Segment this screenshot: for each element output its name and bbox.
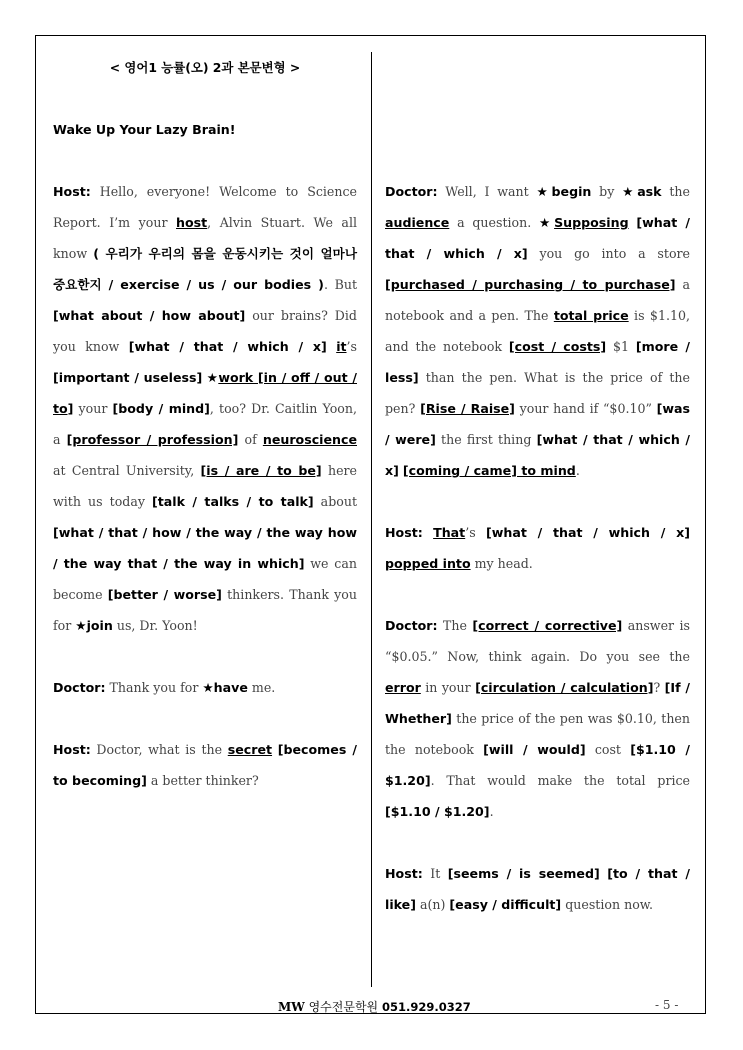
speaker-label: Host: — [385, 525, 423, 540]
underlined-term: [coming / came] to mind — [402, 463, 576, 478]
bracket-choice: [what / that / which / x] — [385, 215, 690, 261]
bracket-choice: [becomes / to becoming] — [53, 742, 357, 788]
bracket-choice: [seems / is seemed] — [447, 866, 600, 881]
bracket-choice: [body / mind] — [112, 401, 210, 416]
body-text: a question. — [449, 215, 540, 230]
body-text: than the pen. What is the price of the pen? — [385, 370, 690, 416]
bracket-choice: ★ask — [622, 184, 662, 199]
body-text: your — [73, 401, 113, 416]
speaker-label: Doctor: — [385, 184, 438, 199]
bracket-choice: ( 우리가 우리의 몸을 운동시키는 것이 얼마나 중요한지 / exercise / us / our bodies ) — [53, 246, 358, 292]
bracket-choice: ★have — [202, 680, 248, 695]
underlined-term: [circulation / calculation] — [475, 680, 654, 695]
body-text: question now. — [561, 897, 654, 912]
bracket-choice: [better / worse] — [107, 587, 222, 602]
body-text: in your — [420, 680, 476, 695]
bracket-choice: [$1.10 / $1.20] — [385, 742, 690, 788]
bracket-choice: [more / less] — [385, 339, 690, 385]
body-text: of — [238, 432, 263, 447]
body-text: . That would make the total price — [430, 773, 690, 788]
body-text: answer is “$0.05.” Now, think again. Do you see the — [385, 618, 690, 664]
bracket-choice: [$1.10 / $1.20] — [385, 804, 490, 819]
host-question-paragraph — [53, 734, 357, 796]
lesson-subtitle: Wake Up Your Lazy Brain! — [53, 122, 236, 137]
footer — [0, 998, 743, 1018]
footer-phone: 051.929.0327 — [381, 1000, 471, 1014]
body-text: my head. — [470, 556, 533, 571]
underlined-term: it — [336, 339, 347, 354]
bracket-choice: [was / were] — [385, 401, 691, 447]
bracket-choice: [If / Whether] — [385, 680, 690, 726]
body-text: the first thing — [435, 432, 537, 447]
left-column — [53, 52, 357, 796]
bracket-choice: [what / that / which / x] — [128, 339, 327, 354]
footer-brand: MW — [278, 1000, 305, 1014]
bracket-choice: [to / that / like] — [385, 866, 690, 912]
underlined-term: work [in / off / out / to] — [53, 370, 357, 416]
underlined-term: Supposing — [554, 215, 629, 230]
body-text: Hello, everyone! Welcome to Science Report. I’m your — [53, 184, 357, 230]
body-text: at Central University, — [53, 463, 201, 478]
underlined-term: [Rise / Raise] — [420, 401, 515, 416]
body-text: us, Dr. Yoon! — [112, 618, 198, 633]
bracket-choice: [what / that / which / x] — [385, 432, 690, 478]
bracket-choice: ★ — [206, 370, 219, 385]
speaker-label: Host: — [385, 866, 423, 881]
page-title: < 영어1 능률(오) 2과 본문변형 > — [109, 60, 301, 75]
underlined-term: host — [176, 215, 208, 230]
body-text: thinkers. Thank you for — [53, 587, 357, 633]
footer-academy-name: 영수전문학원 — [308, 1000, 379, 1014]
body-text: , too? Dr. Caitlin Yoon, a — [53, 401, 357, 447]
body-text: your hand if “$0.10” — [514, 401, 657, 416]
body-text: me. — [247, 680, 276, 695]
body-text: The — [437, 618, 473, 633]
doctor-answer-paragraph — [385, 610, 690, 827]
bracket-choice: ★begin — [536, 184, 592, 199]
bracket-choice: ★join — [75, 618, 113, 633]
underlined-term: [professor / profession] — [66, 432, 239, 447]
underlined-term: audience — [385, 215, 450, 230]
speaker-label: Host: — [53, 184, 91, 199]
underlined-term: neuroscience — [262, 432, 357, 447]
underlined-term: [cost / costs] — [508, 339, 607, 354]
right-column — [385, 52, 690, 920]
body-text: about — [313, 494, 358, 509]
body-text: by — [591, 184, 623, 199]
body-text: our brains? Did you know — [53, 308, 357, 354]
body-text: here with us today — [53, 463, 357, 509]
bracket-choice: [important / useless] — [53, 370, 203, 385]
body-text: . But — [323, 277, 358, 292]
underlined-term: [purchased / purchasing / to purchase] — [385, 277, 676, 292]
doctor-thanks-paragraph — [53, 672, 357, 703]
underlined-term: popped into — [385, 556, 471, 571]
body-text: Thank you for — [105, 680, 203, 695]
body-text: ’s — [346, 339, 357, 354]
body-text: It — [422, 866, 448, 881]
bracket-choice: [what / that / how / the way / the way how / the way that / the way in which] — [53, 525, 357, 571]
host-reply-paragraph — [385, 517, 690, 579]
body-text: a(n) — [415, 897, 450, 912]
underlined-term: secret — [227, 742, 273, 757]
bracket-choice: [will / would] — [483, 742, 586, 757]
body-text: ’s — [465, 525, 487, 540]
body-text: $1 — [606, 339, 636, 354]
body-text: cost — [585, 742, 631, 757]
bracket-choice: [talk / talks / to talk] — [152, 494, 314, 509]
underlined-term: [correct / corrective] — [472, 618, 623, 633]
bracket-choice: [easy / difficult] — [449, 897, 562, 912]
body-text: ? — [653, 680, 665, 695]
body-text: is $1.10, and the notebook — [385, 308, 690, 354]
doctor-question-paragraph — [385, 176, 690, 486]
column-divider — [371, 52, 372, 987]
underlined-term: error — [385, 680, 421, 695]
footer-academy — [278, 998, 471, 1015]
host-intro-paragraph — [53, 176, 357, 641]
underlined-term: [is / are / to be] — [200, 463, 322, 478]
body-text: . — [489, 804, 494, 819]
body-text: you go into a store — [527, 246, 691, 261]
body-text: a notebook and a pen. The — [385, 277, 690, 323]
body-text — [327, 339, 336, 354]
speaker-label: Doctor: — [53, 680, 106, 695]
bracket-choice: [what about / how about] — [53, 308, 246, 323]
host-closing-paragraph — [385, 858, 690, 920]
bracket-choice: ★ — [539, 215, 555, 230]
underlined-term: That — [433, 525, 466, 540]
body-text: the price of the pen was $0.10, then the notebook — [385, 711, 690, 757]
speaker-label: Doctor: — [385, 618, 438, 633]
body-text: Well, I want — [437, 184, 537, 199]
bracket-choice: [what / that / which / x] — [486, 525, 690, 540]
speaker-label: Host: — [53, 742, 91, 757]
body-text — [423, 525, 433, 540]
body-text: . — [575, 463, 580, 478]
body-text: we can become — [53, 556, 357, 602]
body-text: the — [661, 184, 690, 199]
page-number: - 5 - — [655, 998, 679, 1012]
underlined-term: total price — [553, 308, 629, 323]
body-text: Doctor, what is the — [90, 742, 228, 757]
body-text: a better thinker? — [146, 773, 259, 788]
body-text: , Alvin Stuart. We all know — [53, 215, 357, 261]
